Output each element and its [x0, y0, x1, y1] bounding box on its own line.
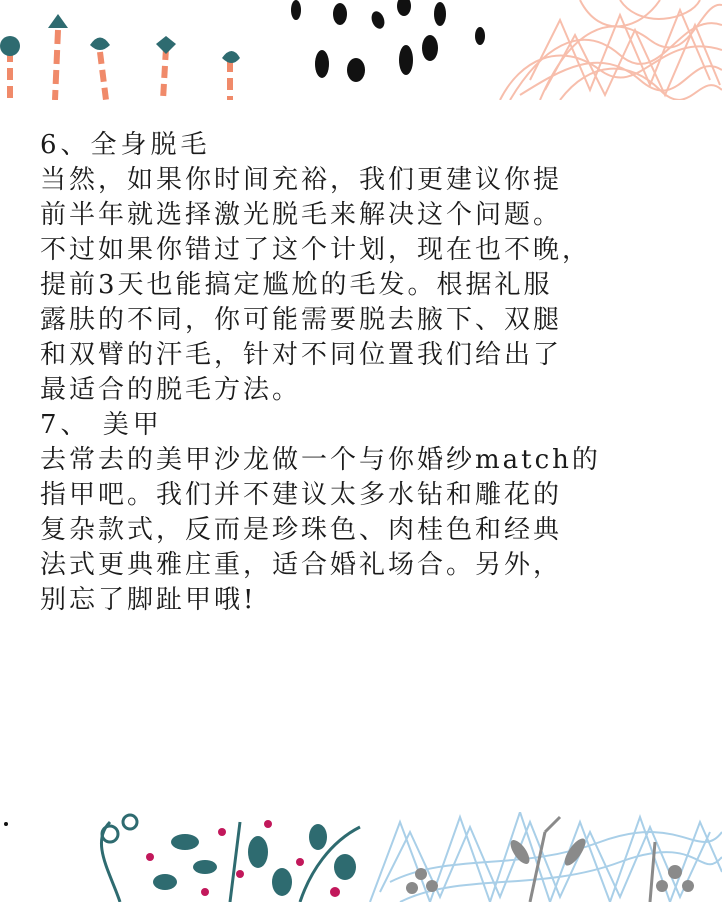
- paragraph-line: 复杂款式，反而是珍珠色、肉桂色和经典: [40, 515, 563, 545]
- paragraph-line: 最适合的脱毛方法。: [40, 375, 302, 405]
- section-full-body-hair-removal: [40, 128, 700, 408]
- paragraph-line: 提前3天也能搞定尴尬的毛发。根据礼服: [40, 270, 553, 300]
- paragraph-line: 别忘了脚趾甲哦!: [40, 585, 257, 615]
- floral-illustration-bottom: [0, 812, 722, 902]
- paragraph-line: 露肤的不同，你可能需要脱去腋下、双腿: [40, 305, 563, 335]
- paragraph-line: 和双臂的汗毛，针对不同位置我们给出了: [40, 340, 563, 370]
- section-heading: 7、 美甲: [40, 410, 163, 440]
- top-decorative-banner: [0, 0, 722, 100]
- section-heading: 6、全身脱毛: [40, 130, 211, 160]
- paragraph-line: 法式更典雅庄重，适合婚礼场合。另外，: [40, 550, 563, 580]
- bottom-decorative-banner: [0, 812, 722, 902]
- paragraph-line: 当然，如果你时间充裕，我们更建议你提: [40, 165, 563, 195]
- article-body: [40, 128, 700, 618]
- flower-illustration-top: [0, 0, 722, 100]
- paragraph-line: 指甲吧。我们并不建议太多水钻和雕花的: [40, 480, 563, 510]
- paragraph-line: 前半年就选择激光脱毛来解决这个问题。: [40, 200, 563, 230]
- paragraph-line: 去常去的美甲沙龙做一个与你婚纱match的: [40, 445, 601, 475]
- paragraph-line: 不过如果你错过了这个计划，现在也不晚，: [40, 235, 592, 265]
- section-manicure: [40, 408, 700, 618]
